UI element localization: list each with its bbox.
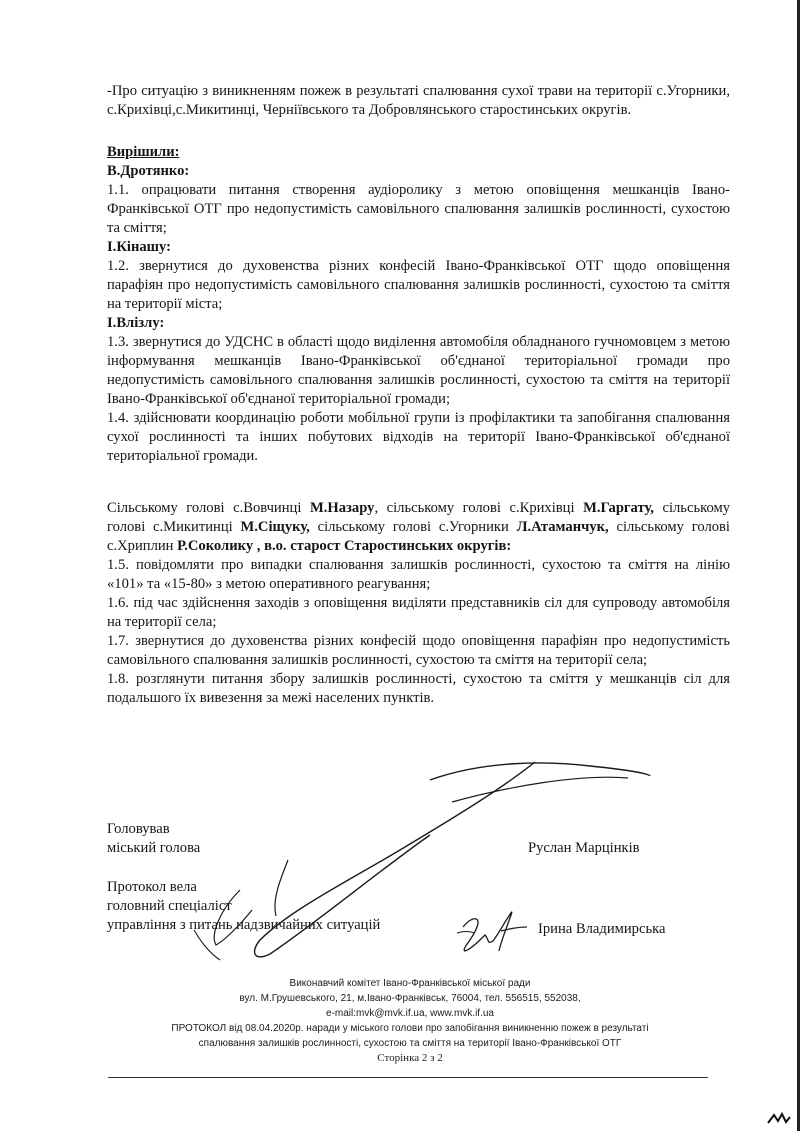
item-number: 1.2. (107, 258, 129, 274)
decision-item (107, 594, 730, 632)
item-text: звернутися до духовенства різних конфесій Івано-Франківської ОТГ щодо оповіщення парафіян про недопустимість самовільного спалювання залишків рослинності, сухостою та сміття на території міста; (107, 258, 730, 312)
head-name: М.Гаргату, (583, 500, 654, 516)
heads-text: сільському голові с.Угорники (309, 519, 517, 535)
section-head: В.Дротянко: (107, 163, 190, 179)
decision-item (107, 257, 730, 314)
item-text: повідомляти про випадки спалювання залишків рослинності, сухостою та сміття на лінію «101» та «15-80» з метою оперативного реагування; (107, 557, 730, 592)
section-head: І.Кінашу: (107, 239, 171, 255)
decided-heading: Вирішили: (107, 144, 180, 160)
heads-text: Сільському голові с.Вовчинці (107, 500, 310, 516)
scan-corner-mark (766, 1111, 792, 1125)
recorder-department: управління з питань надзвичайних ситуацій (107, 917, 381, 933)
recorder-signature (455, 905, 535, 955)
item-text: звернутися до духовенства різних конфесій щодо оповіщення парафіян про недопустимість самовільного спалювання залишків рослинності, сухостою та сміття на території села; (107, 633, 730, 668)
recorder-role: Протокол вела (107, 879, 197, 895)
recorder-title: головний спеціаліст (107, 898, 232, 914)
item-number: 1.4. (107, 410, 129, 426)
item-text: здійснювати координацію роботи мобільної групи із профілактики та запобігання спалювання сухої рослинності та інших побутових відходів на території Івано-Франківської об'єднаної територіальної громади. (107, 410, 730, 464)
heads-text: сільському голові с.Хриплин (107, 519, 730, 554)
item-number: 1.6. (107, 595, 129, 611)
item-text: розглянути питання збору залишків рослинності, сухостою та сміття у мешканців сіл для подальшого їх вивезення за межі населених пунктів. (107, 671, 730, 706)
head-name: Р.Соколику , в.о. старост Старостинських округів: (177, 538, 512, 554)
heads-text: сільському голові с.Микитинці (107, 500, 730, 535)
decision-item (107, 181, 730, 238)
footer-protocol-cont: спалювання залишків рослинності, сухостою та сміття на території Івано-Франківської ОТГ (198, 1038, 622, 1049)
recorder-name: Ірина Владимирська (538, 921, 666, 937)
item-number: 1.3. (107, 334, 129, 350)
footer-address: вул. М.Грушевського, 21, м.Івано-Франківськ, 76004, тел. 556515, 552038, (239, 993, 581, 1004)
chair-name: Руслан Марцінків (528, 840, 640, 856)
item-number: 1.8. (107, 671, 129, 687)
head-name: М.Назару (309, 500, 375, 516)
decision-item (107, 409, 730, 466)
section-head: І.Влізлу: (107, 315, 165, 331)
decision-item (107, 556, 730, 594)
chair-role: Головував (107, 821, 170, 837)
footer-org: Виконавчий комітет Івано-Франківської міської ради (289, 978, 531, 989)
decision-item (107, 632, 730, 670)
footer-protocol: ПРОТОКОЛ від 08.04.2020р. наради у міського голови про запобігання виникненню пожеж в результаті (171, 1023, 649, 1034)
item-number: 1.1. (107, 182, 129, 198)
chair-title: міський голова (107, 840, 201, 856)
head-name: Л.Атаманчук, (516, 519, 609, 535)
item-number: 1.5. (107, 557, 129, 573)
decision-item (107, 670, 730, 708)
item-text: опрацювати питання створення аудіоролику з метою оповіщення мешканців Івано-Франківської ОТГ про недопустимість самовільного спалювання залишків рослинності, сухостою та сміття; (107, 182, 730, 236)
heads-text: , сільському голові с.Крихівці (374, 500, 584, 516)
document-footer (130, 976, 690, 1066)
document-body (107, 82, 730, 708)
item-text: звернутися до УДСНС в області щодо виділення автомобіля обладнаного гучномовцем з метою інформування мешканців Івано-Франківської об'єднаної територіальної громади про недопустимість самовільного спалювання залишків рослинності, сухостою та сміття на території Івано-Франківської об'єднаної територіальної громади; (107, 334, 730, 407)
footer-contacts: e-mail:mvk@mvk.if.ua, www.mvk.if.ua (326, 1008, 494, 1019)
footer-divider (108, 1077, 708, 1078)
page-number: Сторінка 2 з 2 (377, 1052, 443, 1064)
intro-paragraph: -Про ситуацію з виникненням пожеж в результаті спалювання сухої трави на території с.Угорники, с.Крихівці,с.Микитинці, Черніївського та Добровлянського старостинських округів. (107, 83, 730, 118)
decision-item (107, 333, 730, 409)
item-number: 1.7. (107, 633, 129, 649)
item-text: під час здійснення заходів з оповіщення виділяти представників сіл для супроводу автомобіля на території села; (107, 595, 730, 630)
head-name: М.Сіщуку, (240, 519, 310, 535)
village-heads-paragraph (107, 499, 730, 556)
